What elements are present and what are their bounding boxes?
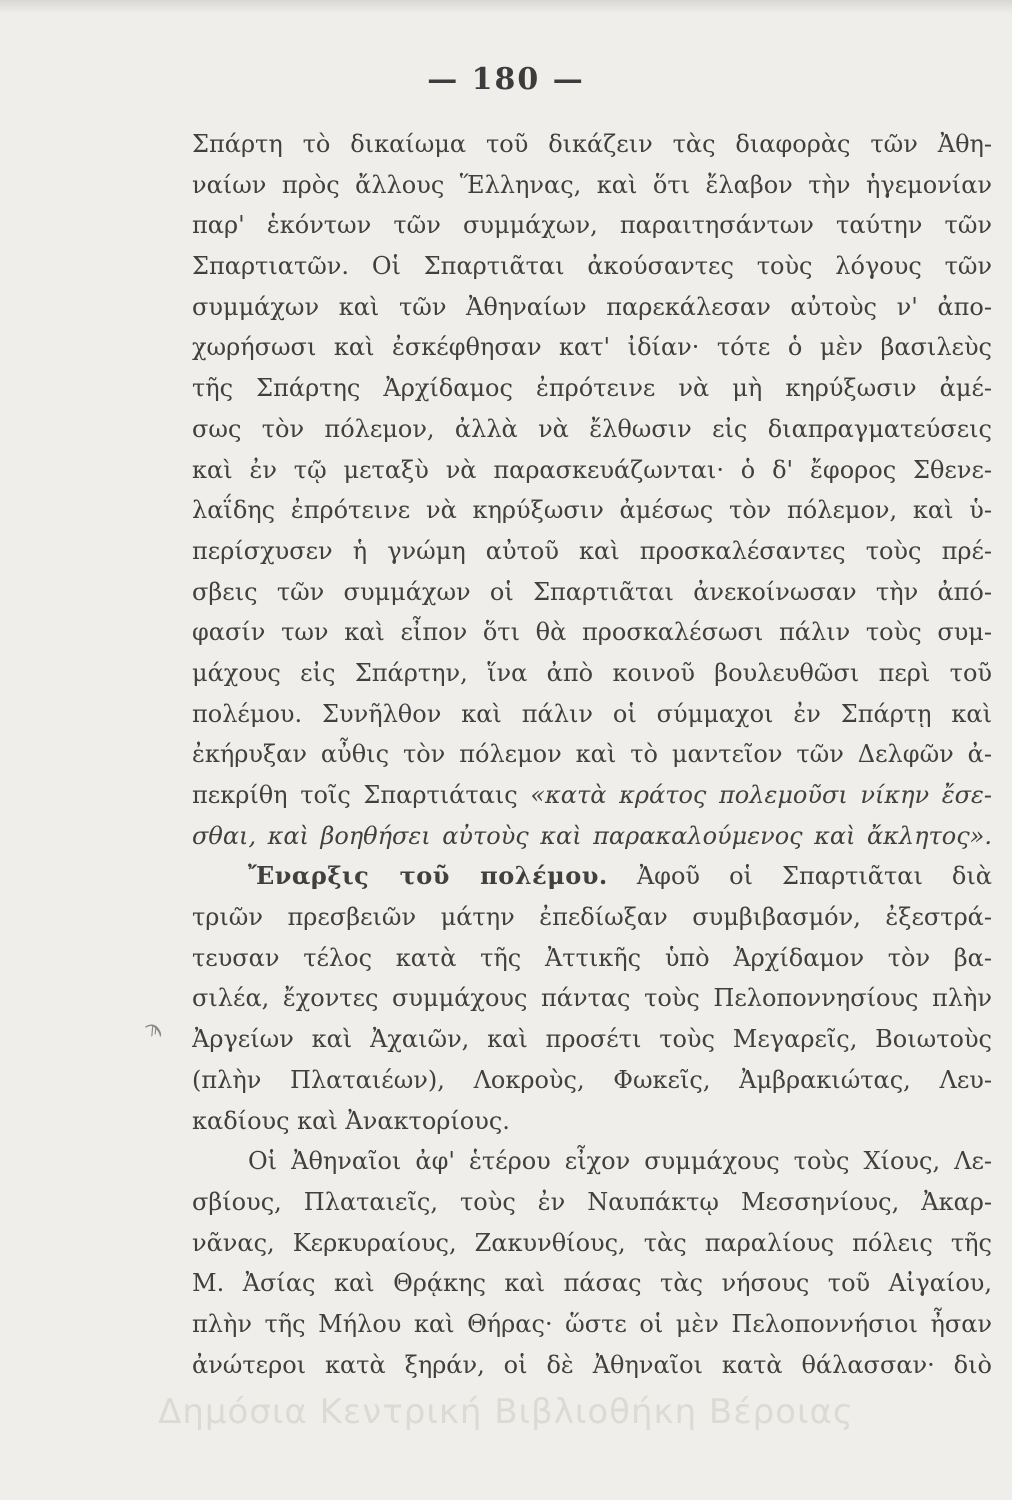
- text-line: τῆς Σπάρτης Ἀρχίδαμος ἐπρότεινε νὰ μὴ κηρύξωσιν ἀμέ-: [192, 374, 992, 403]
- text-line: χωρήσωσι καὶ ἐσκέφθησαν κατ' ἰδίαν· τότε ὁ μὲν βασιλεὺς: [192, 333, 992, 362]
- margin-pencil-mark: ϡ: [140, 1014, 165, 1043]
- text-line: ἐκήρυξαν αὖθις τὸν πόλεμον καὶ τὸ μαντεῖον τῶν Δελφῶν ἀ-: [192, 740, 992, 769]
- text-line: φασίν των καὶ εἶπον ὅτι θὰ προσκαλέσωσι πάλιν τοὺς συμ-: [192, 618, 992, 647]
- text-line: σβίους, Πλαταιεῖς, τοὺς ἐν Ναυπάκτῳ Μεσσηνίους, Ἀκαρ-: [192, 1187, 992, 1216]
- text-line: μάχους εἰς Σπάρτην, ἵνα ἀπὸ κοινοῦ βουλευθῶσι περὶ τοῦ: [192, 658, 992, 687]
- text-line: σως τὸν πόλεμον, ἀλλὰ νὰ ἔλθωσιν εἰς διαπραγματεύσεις: [192, 414, 992, 443]
- oracle-quote: «κατὰ κράτος πολεμοῦσι νίκην ἔσε-: [530, 781, 992, 809]
- text-line: ναίων πρὸς ἄλλους Ἕλληνας, καὶ ὅτι ἔλαβον τὴν ἡγεμονίαν: [192, 170, 992, 199]
- text-line: καδίους καὶ Ἀνακτορίους.: [192, 1106, 510, 1135]
- text-line: τριῶν πρεσβειῶν μάτην ἐπεδίωξαν συμβιβασμόν, ἐξεστρά-: [192, 903, 992, 932]
- text-line: νᾶνας, Κερκυραίους, Ζακυνθίους, τὰς παραλίους πόλεις τῆς: [192, 1228, 992, 1257]
- library-watermark: Δημόσια Κεντρική Βιβλιοθήκη Βέροιας: [158, 1392, 854, 1432]
- text-line: Οἱ Ἀθηναῖοι ἀφ' ἑτέρου εἶχον συμμάχους τοὺς Χίους, Λε-: [248, 1147, 992, 1176]
- text-line: πλὴν τῆς Μήλου καὶ Θήρας· ὥστε οἱ μὲν Πελοποννήσιοι ἦσαν: [192, 1309, 992, 1338]
- text-line: (πλὴν Πλαταιέων), Λοκροὺς, Φωκεῖς, Ἀμβρακιώτας, Λευ-: [192, 1065, 992, 1094]
- text-line: περίσχυσεν ἡ γνώμη αὐτοῦ καὶ προσκαλέσαντες τοὺς πρέ-: [192, 536, 992, 565]
- text-line: Μ. Ἀσίας καὶ Θρᾴκης καὶ πάσας τὰς νήσους τοῦ Αἰγαίου,: [192, 1269, 992, 1298]
- text-line: ἀνώτεροι κατὰ ξηράν, οἱ δὲ Ἀθηναῖοι κατὰ θάλασσαν· διὸ: [192, 1350, 992, 1379]
- text-line: λαΐδης ἐπρότεινε νὰ κηρύξωσιν ἀμέσως τὸν πόλεμον, καὶ ὑ-: [192, 496, 992, 525]
- text-line: συμμάχων καὶ τῶν Ἀθηναίων παρεκάλεσαν αὐτοὺς ν' ἀπο-: [192, 292, 992, 321]
- oracle-intro: πεκρίθη τοῖς Σπαρτιάταις: [192, 781, 531, 809]
- page-top-edge: [0, 0, 1012, 14]
- text-line: πολέμου. Συνῆλθον καὶ πάλιν οἱ σύμμαχοι ἐν Σπάρτῃ καὶ: [192, 699, 992, 728]
- page-number: — 180 —: [427, 62, 585, 97]
- text-line: σιλέα, ἔχοντες συμμάχους πάντας τοὺς Πελοποννησίους πλὴν: [192, 984, 992, 1013]
- text-line: Σπαρτιατῶν. Οἱ Σπαρτιᾶται ἀκούσαντες τοὺς λόγους τῶν: [192, 252, 992, 281]
- section-heading-rest: Ἀφοῦ οἱ Σπαρτιᾶται διὰ: [607, 862, 992, 891]
- text-line: παρ' ἑκόντων τῶν συμμάχων, παραιτησάντων ταύτην τῶν: [192, 211, 992, 240]
- text-line: Ἀργείων καὶ Ἀχαιῶν, καὶ προσέτι τοὺς Μεγαρεῖς, Βοιωτοὺς: [192, 1025, 992, 1054]
- oracle-line: [192, 775, 992, 816]
- text-line: τευσαν τέλος κατὰ τῆς Ἀττικῆς ὑπὸ Ἀρχίδαμον τὸν βα-: [192, 943, 992, 972]
- text-line: σβεις τῶν συμμάχων οἱ Σπαρτιᾶται ἀνεκοίνωσαν τὴν ἀπό-: [192, 577, 992, 606]
- section-heading-line: [192, 856, 992, 897]
- text-line: Σπάρτη τὸ δικαίωμα τοῦ δικάζειν τὰς διαφορὰς τῶν Ἀθη-: [192, 130, 992, 158]
- text-line: καὶ ἐν τῷ μεταξὺ νὰ παρασκευάζωνται· ὁ δ' ἔφορος Σθενε-: [192, 455, 992, 484]
- oracle-quote-cont: σθαι, καὶ βοηθήσει αὐτοὺς καὶ παρακαλούμενος καὶ ἄκλητος».: [192, 821, 992, 850]
- section-heading: Ἔναρξις τοῦ πολέμου.: [248, 861, 608, 891]
- body-text: [192, 124, 992, 1385]
